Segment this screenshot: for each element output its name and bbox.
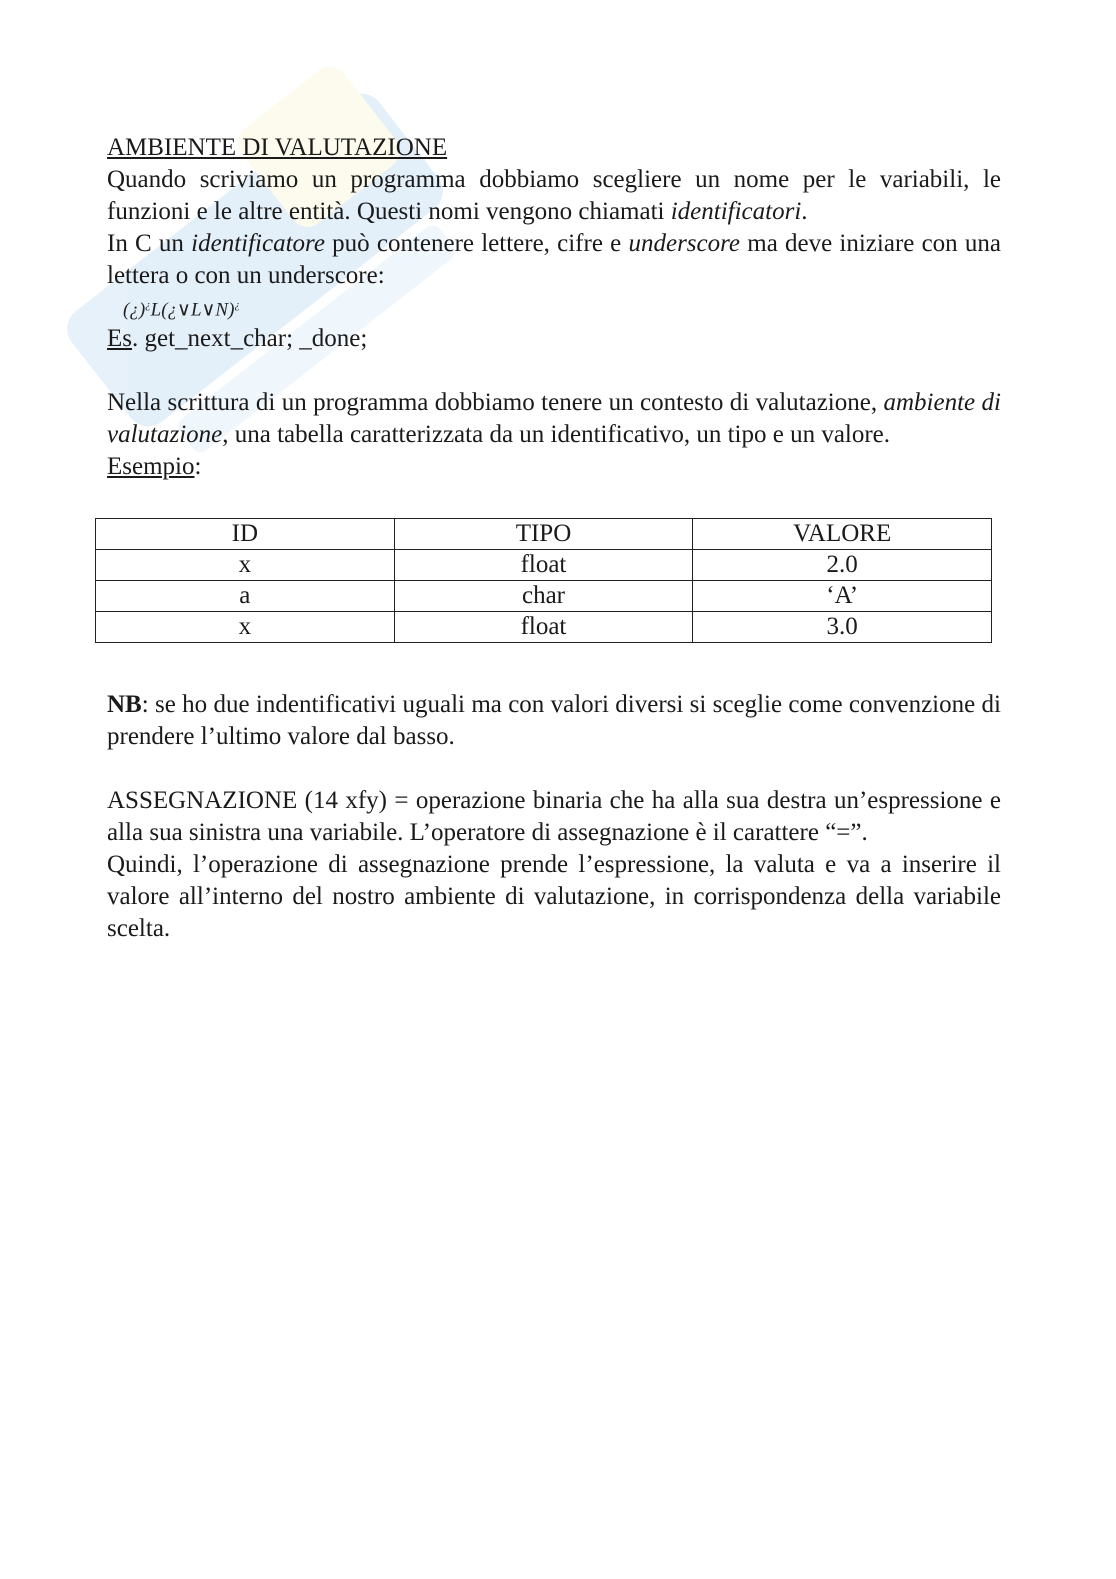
- table-header-id: ID: [96, 519, 395, 550]
- assignment-paragraph-2: Quindi, l’operazione di assegnazione prende l’espressione, la valuta e va a inserire il valore all’interno del nostro ambiente di valutazione, in corrispondenza della variabile scelta.: [107, 851, 1001, 942]
- paragraph-text: In C un: [107, 230, 192, 257]
- section-title: [107, 132, 1001, 164]
- table-cell: 3.0: [693, 612, 992, 643]
- example-heading-colon: :: [194, 453, 202, 481]
- example-line: [107, 323, 1001, 355]
- formula-part: (¿): [123, 299, 146, 321]
- emphasis-ambiente: ambiente di valutazione: [107, 389, 1001, 449]
- table-header-tipo: TIPO: [394, 519, 693, 550]
- paragraph-text: Quando scriviamo un programma dobbiamo scegliere un nome per le variabili, le funzioni e le altre entità. Questi nomi vengono chiamati: [107, 166, 1001, 225]
- identifier-formula: [107, 292, 1001, 323]
- example-heading-label: Esempio: [107, 453, 195, 481]
- table-cell: a: [96, 581, 395, 612]
- paragraph-text: Nella scrittura di un programma dobbiamo tenere un contesto di valutazione,: [107, 389, 884, 417]
- paragraph-identifier-rules: [107, 228, 1001, 292]
- note-label: NB: [107, 691, 142, 718]
- note-text: : se ho due indentificativi uguali ma con valori diversi si sceglie come convenzione di prendere l’ultimo valore dal basso.: [107, 691, 1001, 750]
- paragraph-environment: [107, 387, 1001, 451]
- table-row: [96, 612, 992, 643]
- environment-table: [95, 518, 992, 643]
- formula-sup: ¿: [145, 299, 151, 311]
- table-cell: float: [394, 612, 693, 643]
- table-header-valore: VALORE: [693, 519, 992, 550]
- table-row: [96, 550, 992, 581]
- paragraph-identifiers: [107, 164, 1001, 228]
- paragraph-text: .: [801, 198, 808, 225]
- example-label: Es: [107, 325, 132, 353]
- paragraph-text: , una tabella caratterizzata da un identificativo, un tipo e un valore.: [222, 421, 891, 449]
- example-text: . get_next_char; _done;: [132, 325, 368, 353]
- note-paragraph: [107, 689, 1001, 753]
- formula-part: L(¿∨L∨N): [150, 299, 235, 321]
- example-heading: [107, 451, 1001, 483]
- table-cell: ‘A’: [693, 581, 992, 612]
- document-body-lower: [107, 689, 1001, 945]
- table-cell: x: [96, 612, 395, 643]
- assignment-paragraph: ASSEGNAZIONE (14 xfy) = operazione binaria che ha alla sua destra un’espressione e alla sua sinistra una variabile. L’operatore di assegnazione è il carattere “=”.: [107, 787, 1001, 846]
- table-row: [96, 581, 992, 612]
- emphasis-identificatore: identificatore: [191, 230, 325, 257]
- table-cell: char: [394, 581, 693, 612]
- table-cell: float: [394, 550, 693, 581]
- document-body: [107, 132, 1001, 483]
- section-title-text: AMBIENTE DI VALUTAZIONE: [107, 134, 448, 161]
- emphasis-identificatori: identificatori: [670, 198, 802, 225]
- table-cell: 2.0: [693, 550, 992, 581]
- paragraph-text: può contenere lettere, cifre e: [324, 230, 629, 257]
- table-cell: x: [96, 550, 395, 581]
- paragraph-text: ma deve iniziare con una lettera o con un underscore:: [107, 230, 1001, 289]
- emphasis-underscore: underscore: [628, 230, 741, 257]
- table-header-row: [96, 519, 992, 550]
- formula-sup: ¿: [234, 299, 240, 311]
